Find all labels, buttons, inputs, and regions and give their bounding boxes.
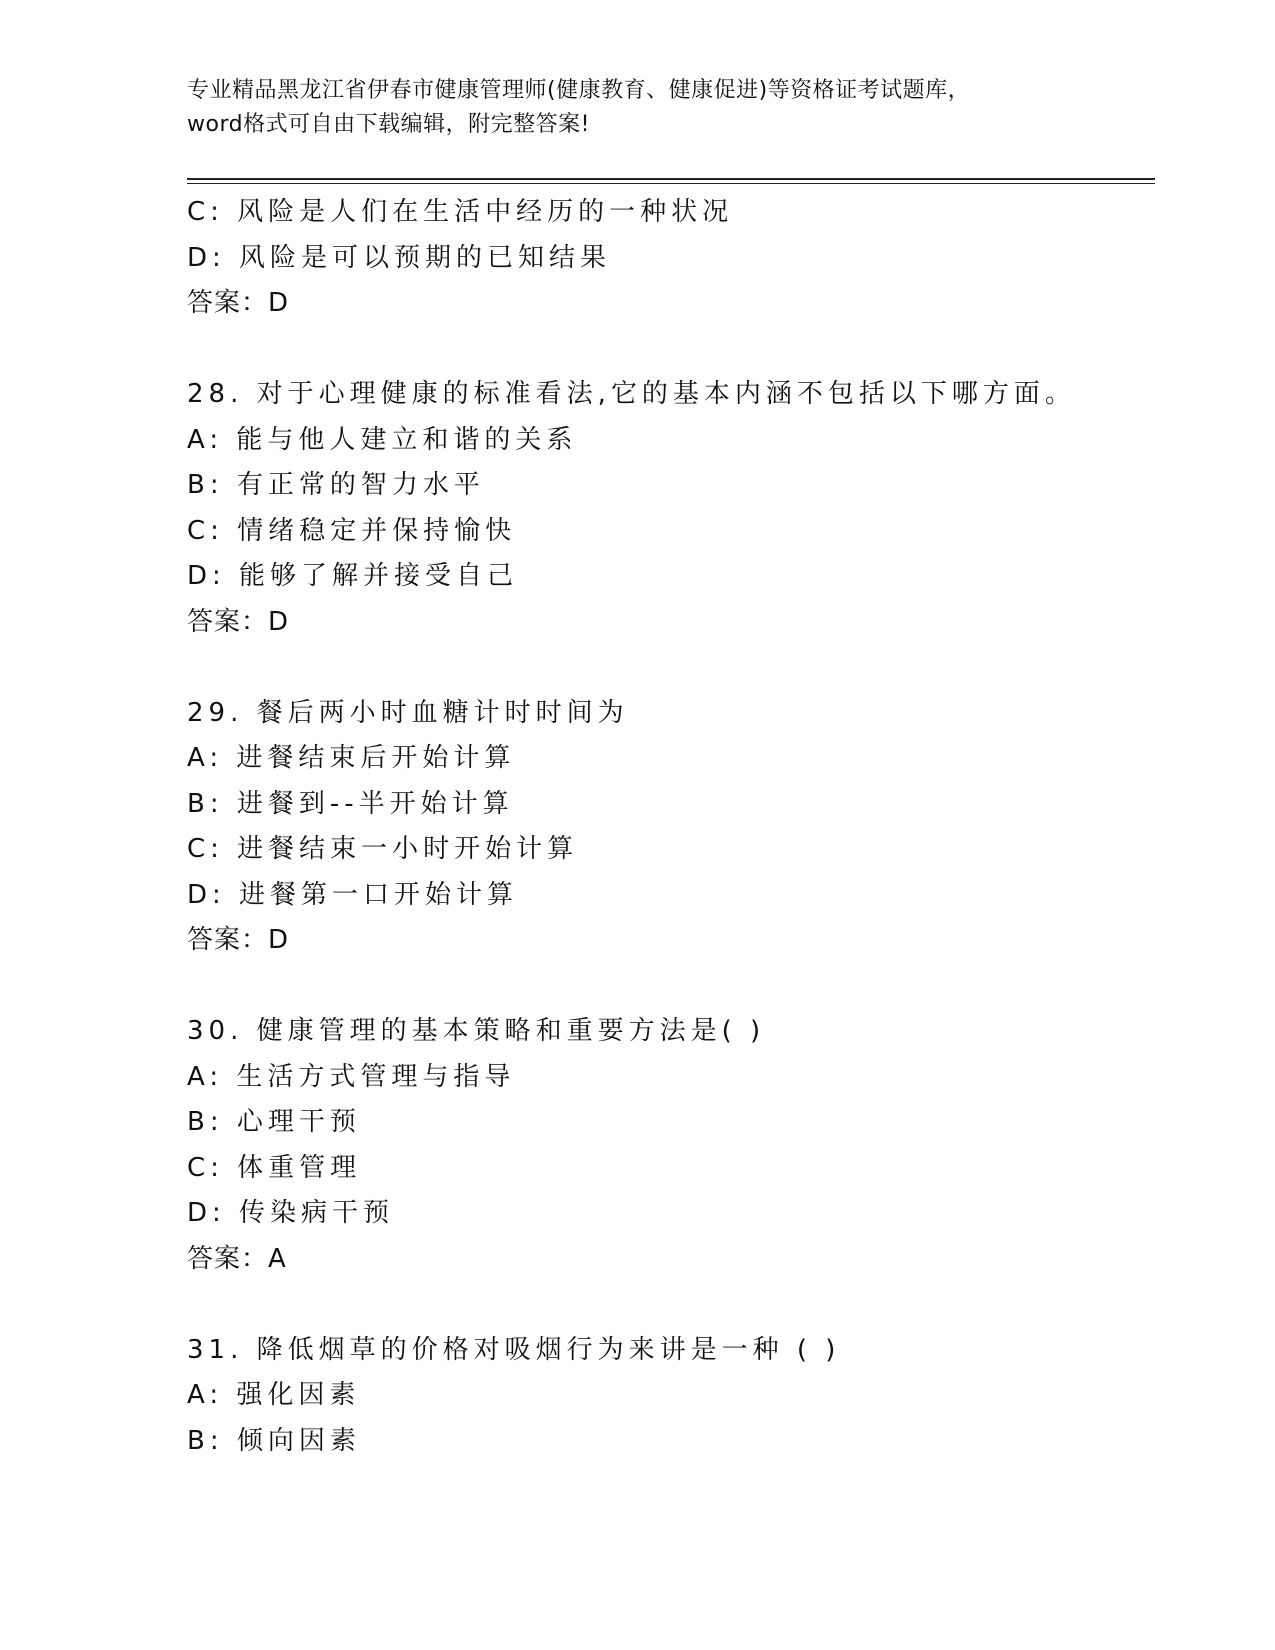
option-b: B: 倾向因素	[187, 1425, 361, 1456]
question-stem: 31. 降低烟草的价格对吸烟行为来讲是一种 ( )	[187, 1334, 841, 1365]
option-b: B: 有正常的智力水平	[187, 470, 485, 500]
header-line-1: 专业精品黑龙江省伊春市健康管理师(健康教育、健康促进)等资格证考试题库，	[187, 78, 971, 103]
option-c: C: 风险是人们在生活中经历的一种状况	[187, 197, 734, 227]
answer-line: 答案：D	[187, 925, 290, 955]
option-d: D: 传染病干预	[187, 1198, 395, 1228]
question-29	[187, 691, 1155, 964]
option-b: B: 心理干预	[187, 1107, 361, 1137]
answer-line: 答案：D	[187, 288, 290, 318]
question-30	[187, 1009, 1155, 1282]
document-header	[187, 74, 1087, 142]
option-c: C: 体重管理	[187, 1152, 362, 1183]
question-stem: 28. 对于心理健康的标准看法,它的基本内涵不包括以下哪方面。	[187, 379, 1076, 409]
question-31	[187, 1328, 1155, 1465]
header-rule-thin	[187, 183, 1155, 184]
option-b: B: 进餐到--半开始计算	[187, 788, 514, 819]
option-a: A: 进餐结束后开始计算	[187, 743, 516, 773]
option-c: C: 情绪稳定并保持愉快	[187, 515, 517, 546]
option-d: D: 能够了解并接受自己	[187, 561, 519, 591]
option-d: D: 进餐第一口开始计算	[187, 879, 519, 910]
answer-line: 答案：D	[187, 606, 290, 637]
spacer	[187, 645, 1155, 691]
option-a: A: 强化因素	[187, 1380, 361, 1410]
option-c: C: 进餐结束一小时开始计算	[187, 834, 579, 864]
option-a: A: 生活方式管理与指导	[187, 1061, 516, 1092]
question-28	[187, 372, 1155, 645]
question-stem: 29. 餐后两小时血糖计时时间为	[187, 697, 629, 728]
option-a: A: 能与他人建立和谐的关系	[187, 424, 578, 455]
header-line-2: word格式可自由下载编辑，附完整答案!	[187, 112, 590, 137]
answer-line: 答案：A	[187, 1243, 287, 1274]
spacer	[187, 327, 1155, 373]
question-stem: 30. 健康管理的基本策略和重要方法是( )	[187, 1016, 766, 1046]
header-rule-thick	[187, 178, 1155, 180]
option-d: D: 风险是可以预期的已知结果	[187, 242, 612, 273]
spacer	[187, 964, 1155, 1010]
question-list	[187, 190, 1155, 1464]
question-27-continuation	[187, 190, 1155, 327]
spacer	[187, 1282, 1155, 1328]
